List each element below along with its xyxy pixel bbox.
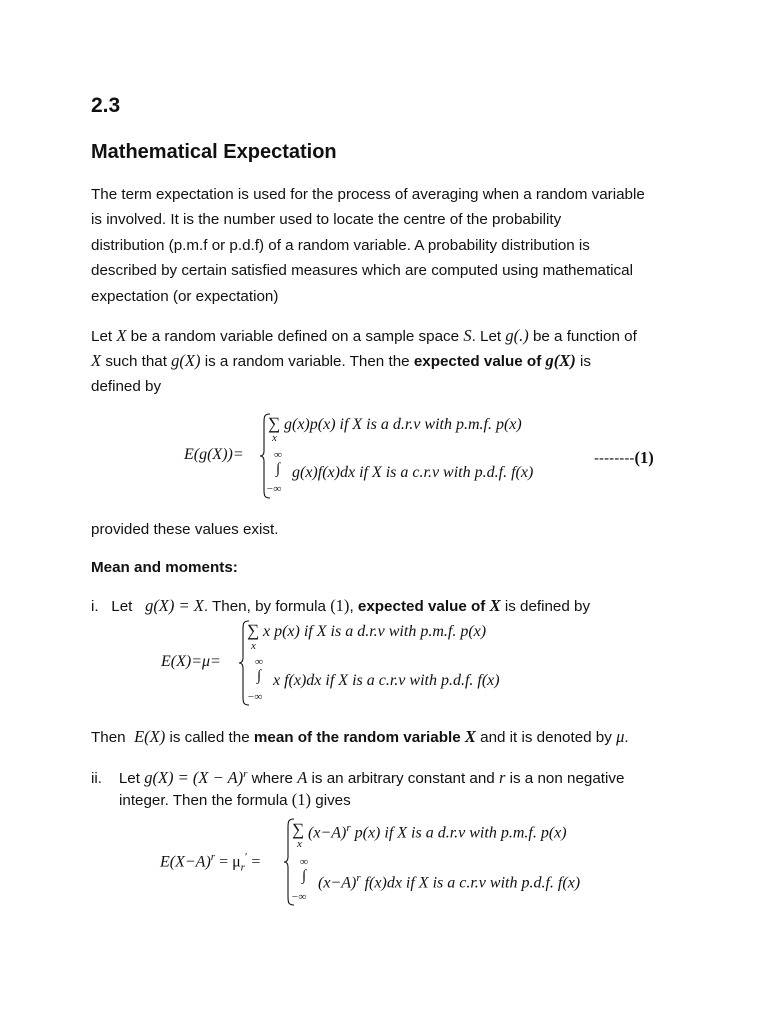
integral-upper-limit: ∞ (300, 856, 308, 868)
equation-mean-lhs: E(X)=μ= (161, 653, 221, 670)
sum-subscript: x (272, 432, 277, 444)
equation-moments-lhs: $E(X-A)^r = \mu_r'$ = (160, 851, 261, 874)
integral-icon: ∫ (302, 868, 307, 884)
equation-mean-top-case: x p(x) if X is a d.r.v with p.m.f. p(x) (263, 623, 487, 640)
summation-icon: ∑ (292, 820, 305, 839)
definition-line-1: Let X be a random variable defined on a sample space S. Let g(.) be a function of (91, 326, 637, 345)
integral-lower-limit: −∞ (247, 691, 263, 703)
equation-1-lhs: E(g(X))= (184, 446, 244, 463)
section-number: 2.3 (91, 94, 121, 117)
integral-lower-limit: −∞ (291, 891, 307, 903)
equation-number: --------(1) (594, 448, 654, 467)
equation-moments-bottom-case: $(x-A)^r$ f(x)dx if X is a c.r.v with p.d.f. f(x) (318, 872, 581, 892)
item-ii-line-2: integer. Then the formula (1) gives (119, 790, 351, 809)
equation-1-bottom-case: g(x)f(x)dx if X is a c.r.v with p.d.f. f(x) (292, 464, 534, 481)
integral-upper-limit: ∞ (274, 449, 282, 461)
intro-line: is involved. It is the number used to locate the centre of the probability (91, 211, 562, 228)
intro-line: described by certain satisfied measures which are computed using mathematical (91, 262, 633, 279)
equation-mean-bottom-case: x f(x)dx if X is a c.r.v with p.d.f. f(x) (273, 672, 500, 689)
item-i-line: i. Let g(X) = X. Then, by formula (1), expected value of X is defined by (91, 596, 591, 615)
equation-1-top-case: g(x)p(x) if X is a d.r.v with p.m.f. p(x) (284, 416, 522, 433)
provided-line: provided these values exist. (91, 521, 279, 538)
equation-moments-top-case: $(x-A)^r$ p(x) if X is a d.r.v with p.m.f. p(x) (308, 822, 567, 842)
definition-line-3: defined by (91, 378, 162, 395)
intro-line: The term expectation is used for the process of averaging when a random variable (91, 186, 645, 203)
definition-line-2: X such that g(X) is a random variable. Then the expected value of g(X) is (91, 351, 591, 370)
subheading-mean-moments: Mean and moments: (91, 559, 238, 576)
sum-subscript: x (297, 838, 302, 850)
mean-definition-line: Then E(X) is called the mean of the random variable X and it is denoted by μ. (91, 727, 629, 746)
integral-icon: ∫ (276, 461, 281, 477)
section-title: Mathematical Expectation (91, 141, 337, 163)
integral-icon: ∫ (257, 668, 262, 684)
intro-line: expectation (or expectation) (91, 288, 279, 305)
sum-subscript: x (251, 640, 256, 652)
intro-line: distribution (p.m.f or p.d.f) of a random variable. A probability distribution is (91, 237, 590, 254)
summation-icon: ∑ (247, 621, 260, 640)
integral-upper-limit: ∞ (255, 656, 263, 668)
integral-lower-limit: −∞ (266, 483, 282, 495)
summation-icon: ∑ (268, 414, 281, 433)
item-ii-line-1: ii. Let $g(X) = (X - A)^r$ where A is an arbitrary constant and r is a non negative (91, 768, 625, 788)
